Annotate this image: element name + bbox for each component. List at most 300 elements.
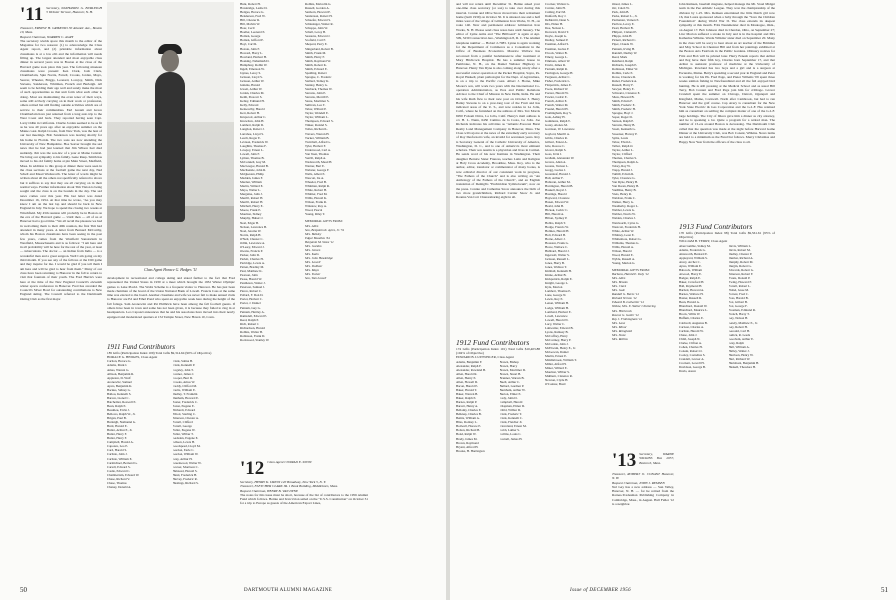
contributor-name: Sawyer, Henry E. bbox=[612, 86, 635, 91]
contributor-name: Winslow, Roy A. bbox=[305, 204, 327, 209]
contributor-name: Westcott, Frederick H. bbox=[612, 224, 641, 229]
contributor-name: Tuthill, Edwin R. bbox=[612, 171, 635, 176]
contributor-name: Allison, Benjamin R. bbox=[107, 371, 135, 376]
contributor-name: Appleyard, William S. bbox=[679, 255, 708, 260]
contributor-name: McGowan, Daniel bbox=[545, 350, 569, 355]
contributor-name: Hall, Arthur F. bbox=[545, 176, 564, 181]
class-1911-notes-continued bbox=[107, 276, 235, 336]
contributor-name: Hubbard, Harold J. bbox=[545, 248, 570, 253]
contributor-name: Brady, James M. bbox=[456, 436, 478, 441]
contributor-name: Ingell, Emerson W. bbox=[240, 66, 265, 71]
contributor-name: Stevens, Merrill E. bbox=[305, 95, 330, 100]
contributor-name: Eaton, Eugene E. bbox=[172, 403, 195, 408]
contributor-name: Sweetser, Harvey P. bbox=[612, 131, 638, 136]
contributor-name: Sanborn, Howard P. bbox=[305, 10, 331, 15]
contributor-name: Gay, Robert H. bbox=[728, 324, 748, 329]
contributor-name: Randall G. Burns '12 bbox=[612, 292, 640, 297]
contributor-name: Allen, Henry E. bbox=[456, 375, 477, 380]
contributor-name: Young, Marion G. bbox=[612, 261, 636, 265]
contributor-name: Martin, Willard E. bbox=[240, 184, 264, 189]
contributor-name: Hart, Richard W. bbox=[728, 356, 751, 361]
contributor-name: Mrs. Kahn bbox=[305, 251, 319, 256]
contributor-name: Reinhard, Ralph bbox=[612, 58, 633, 63]
contributor-name: Mrs. Lowell bbox=[305, 259, 321, 264]
contributor-name: Mrs. Rollins bbox=[612, 336, 628, 341]
contributor-name: Rich, Robert J. bbox=[240, 321, 260, 326]
contributor-name: Campbell, Harold bbox=[499, 400, 523, 405]
contributor-name: Russell, Gordon A. bbox=[305, 6, 330, 11]
contributor-name: Gadsden, Eugene E. bbox=[172, 436, 199, 441]
contributor-name: Farrell, George bbox=[172, 424, 192, 429]
contributor-name: Pollard, F. Don D. bbox=[240, 293, 264, 298]
contributor-name: Ayres, William E. bbox=[679, 263, 702, 268]
contributor-name: Robinson, Frank D. bbox=[240, 333, 266, 338]
contributor-name: Wheeler, Fred B. bbox=[305, 180, 327, 185]
contributor-name: Campbell, Harold A. bbox=[107, 440, 134, 445]
contributor-name: Adams, Mark I. bbox=[107, 363, 128, 368]
contributor-name: Stevens, John E. bbox=[305, 91, 327, 96]
contributor-name: Barrett, Henry A. bbox=[456, 404, 479, 409]
contributor-name: Aronowitz, Samuel bbox=[107, 379, 132, 384]
contributor-name: Emmons, Albert W. bbox=[545, 58, 571, 63]
contributor-name: Gray, Arthur H. bbox=[172, 456, 193, 461]
contributor-name: Foss, Harold B. bbox=[728, 296, 749, 301]
contributor-name: Smith, Robert K. bbox=[305, 62, 327, 67]
contributor-name: Randall, Dudley W. bbox=[612, 50, 638, 55]
contributor-name: Webber, Lewis G. bbox=[612, 208, 635, 213]
contributor-name: Brown, Raymond bbox=[456, 440, 479, 445]
contributor-name: Whittemore, Robert G. bbox=[612, 236, 642, 241]
class-year-1913: '13 bbox=[612, 452, 637, 471]
contributor-name: Dudley, T. Franklin bbox=[172, 391, 198, 396]
contributor-name: Fisher, Frederick L. bbox=[545, 78, 571, 83]
contributor-name: Lyman, Thomas B. bbox=[240, 155, 265, 160]
contributor-name: Whitman, Ralph R. bbox=[305, 184, 330, 189]
contributor-name: Ingersoll, Walter S. bbox=[545, 252, 570, 257]
contributor-name: Scofield, Carl F. bbox=[305, 38, 326, 43]
contributor-name: Collins, Louis C. bbox=[499, 432, 522, 437]
contributor-name: Caldwell, Augustus B. bbox=[679, 320, 708, 325]
contributor-name: Cartell, Edward S. bbox=[107, 464, 131, 469]
contributor-name: Krupscott, Arthur C. bbox=[240, 115, 267, 120]
contributor-name: Allen, Howell D. bbox=[456, 379, 478, 384]
treasurer-info: Treasurer, ERNEST H. GRIMOND 30 Atlantic Ave., Boston 10, Mass. bbox=[20, 26, 102, 35]
contributor-name: Hosking, Nehemiah D. bbox=[240, 58, 270, 63]
contributor-name: Hill, Malvin W. bbox=[240, 22, 261, 27]
class-notes-continued-text: development in recreational and college skiing and stated further to the fact that Fred represented the United States in 1930 at a meet which brought the 1932 Winter Olympic games to Lake Placid. The Waltz Scheme is a frequent visitor to Hanover. He has just been made chairman of the board of the Union National Bank of Lowell. Francis Cass at the same time was elected to the board. Another classmate and wife we never fail to make annual visits to Hanover are Ed and Ethel Pond who spent an enjoyable week here during the height of the fall foliage. Sam Aronowitz and Pat Philbrick have been among the fall football guests. If others have been in town and some has not been given, it is because they failed to ring in at headquarters. Leo Capozzi announces that he and his associates have moved into their newly equipped and modernized quarters at 152 Temple Street, New Haven 10, Conn. bbox=[107, 276, 235, 319]
contributor-name: Burton, Elmer E. bbox=[499, 391, 522, 396]
contributor-name: Davis, Aaron bbox=[679, 369, 696, 374]
contributor-name: Curtis, William E. bbox=[172, 387, 196, 392]
contributor-name: Larrabee, Lloyd S. bbox=[240, 131, 264, 136]
contributor-name: Rollins, Malcolm G. bbox=[305, 2, 332, 6]
fund-stats-1911: 185 Gifts (Participation Index 109) Total Gifts $9,314.64 (90% of Objective) bbox=[107, 351, 212, 355]
contributor-name: Jones, Harry B. bbox=[545, 261, 565, 265]
contributor-name: Buffum, Charles E. bbox=[679, 316, 704, 321]
contributor-name: Cady, John D. bbox=[499, 396, 518, 401]
contributor-name: Hunt, Robert H. bbox=[240, 2, 261, 6]
contributor-name: Orr, Caleb W. bbox=[612, 6, 630, 11]
contributor-name: Ehrhardt, Edward bbox=[172, 407, 196, 412]
contributor-name: Jackson, Russell L. bbox=[545, 256, 570, 261]
contributor-name: Edwards, Robert G. bbox=[728, 267, 754, 272]
contributor-name: Lovell, Lawrence bbox=[545, 313, 568, 318]
contributor-name: Glover, Ralph S. bbox=[545, 147, 567, 152]
contributor-name: Cooley, Cornelius S. bbox=[679, 352, 706, 357]
contributor-name: Williams, Thomas G. bbox=[612, 240, 640, 245]
contributor-name: Richard Vernon '12 bbox=[612, 296, 637, 301]
contributor-name: Hawkridge, Leslie D. bbox=[240, 6, 268, 11]
contributor-name: McQuesten, Philip bbox=[240, 171, 264, 176]
contributor-name: Rollins, Carle E. bbox=[612, 70, 634, 75]
contributor-name: Butler, Arthur P., Jr. bbox=[107, 428, 133, 433]
contributor-name: Jackson, Arthur W. bbox=[240, 78, 265, 83]
contributor-name: Thompson, Ralph A. bbox=[612, 159, 639, 164]
contributor-name: Soper, Roger D. bbox=[612, 115, 633, 120]
contributor-name: Frothingham, Roy S. bbox=[545, 111, 572, 116]
contributor-name: Ayers, Benjamin K. bbox=[107, 383, 133, 388]
contributor-name: Allen, Harold R. bbox=[456, 371, 478, 376]
contributor-name: Moulton, Sidney bbox=[240, 212, 262, 217]
contributor-name: Rubel, Frederick A. bbox=[612, 78, 638, 83]
contributor-name: McConnell, Guy M. bbox=[240, 159, 266, 164]
contributor-name: Tucker, William B. bbox=[305, 135, 330, 140]
contributor-name: Van Veen, Thomas bbox=[305, 151, 329, 156]
contributor-name: Verrill, Ralph A. bbox=[305, 155, 327, 160]
contributor-name: Chamberlain, Edward W. bbox=[107, 472, 140, 477]
contributor-name: Pearson, John bbox=[240, 273, 258, 278]
contributor-name: Bellows, Ralph W., Jr. bbox=[107, 412, 136, 417]
contributor-name: Horne, Albert J. bbox=[545, 236, 566, 241]
contributor-name: Whittier, Fred M. bbox=[305, 192, 328, 197]
contributor-name: Weatherby, Roger L. bbox=[612, 204, 639, 209]
contributor-name: Wentworth, Cyrus G. bbox=[612, 220, 640, 225]
contributor-name: Abercrombie, Sidney M. bbox=[679, 243, 711, 248]
contributor-name: French, Harry T. bbox=[728, 312, 750, 317]
contributor-name: Reed, Mark bbox=[612, 54, 628, 59]
contributor-name: Capozza, Leo E. bbox=[107, 444, 129, 449]
contributor-name: Jones, Wallace T. bbox=[545, 265, 568, 270]
contributor-name: Kelly, Edward bbox=[240, 103, 259, 108]
contributor-name: Pendleton, Walter J. bbox=[240, 281, 266, 286]
contributor-name: Young, Riley T. bbox=[305, 212, 326, 217]
contributor-name: McElwain, Henry E., Jr. bbox=[545, 345, 576, 350]
class-agent-1912-fund: EDWARD B. LUITWEILER, Class Agent bbox=[456, 355, 514, 360]
contributor-name: Piper, Claude W. bbox=[612, 42, 634, 47]
class-1912-text: The notes for this issue must be short, because of the list of contributors to the 1956 Alumni Fund which follows. Heinie and Ivan Urion sailed on the "U.S.S. Constitution" on October 31 for a trip to Europe as guests of the American Export Lines, bbox=[240, 492, 368, 506]
contributor-name: Shepard, Perry E. bbox=[305, 42, 328, 47]
class-agent-photo bbox=[107, 2, 234, 266]
contributor-name: Cutting, Earl M. bbox=[545, 10, 566, 15]
contributor-name: Van Dyne, Henry B. bbox=[612, 180, 638, 185]
contributor-name: Hilton, Sydney P. bbox=[545, 216, 568, 221]
contributor-name: Jaynes, Leroy S. bbox=[240, 70, 262, 75]
contributor-name: Cleveland, Ernest M. bbox=[499, 424, 527, 429]
contributor-name: Tinker, Roland S. bbox=[305, 123, 328, 128]
contributor-name: Fox, Gilbert B. bbox=[728, 300, 748, 305]
contributor-name: Murphy, Hubert J. bbox=[240, 216, 264, 221]
contributor-name: Mulhern, Clarence R. bbox=[545, 374, 573, 379]
contributor-name: Noel, Jerome W. bbox=[240, 228, 262, 233]
contributor-name: Backus, Sidney G. bbox=[107, 387, 131, 392]
contributor-name: Parlett, Charles H. bbox=[240, 256, 264, 261]
contributor-name: Blanchard, Maurice L. bbox=[679, 308, 708, 313]
left-page bbox=[0, 0, 446, 600]
contributor-name: Forrest, Fred C. bbox=[728, 292, 749, 297]
contributor-name: Slingerland, Robert B. bbox=[305, 46, 334, 51]
contributor-name: Fuller, Wilbur T. bbox=[172, 432, 194, 437]
contributor-name: Owens, Francis P. bbox=[240, 248, 263, 253]
contributor-name: Widow, Mrs. E. Walter Chickering bbox=[612, 304, 656, 309]
contributor-name: Jewett, Arthur W. bbox=[240, 86, 263, 91]
contributor-name: Crockett, Lowell H. bbox=[679, 360, 705, 365]
contributor-name: VanDine, Henry B. bbox=[612, 188, 637, 193]
contributor-name: Baker, Crawford H. bbox=[679, 280, 705, 285]
contributor-name: Ferguson, Arthur C. bbox=[545, 74, 571, 79]
contributor-name: Knight, George L. bbox=[545, 281, 569, 286]
contributor-name: Middlebrook, William T. bbox=[545, 358, 577, 363]
contributor-name: Putnam, Guy G. bbox=[240, 305, 261, 310]
contributor-name: Sprague, Hoyt J. bbox=[612, 111, 634, 116]
contributor-name: Hedges, Horace G. bbox=[240, 10, 265, 15]
contributor-name: Lowell, Harold N. bbox=[545, 317, 569, 322]
contributor-name: Wadsworth, Mead H. bbox=[305, 159, 333, 164]
contributor-name: Erwin, James R. bbox=[545, 62, 566, 67]
contributor-name: Adams, Frederick G. bbox=[679, 247, 706, 252]
contributor-name: Crandall, Grover A. bbox=[679, 356, 705, 361]
contributor-name: Merrill, Robert H. bbox=[240, 200, 264, 205]
contributor-name: Brown, Mortimer D. bbox=[499, 367, 526, 372]
contributor-name: Fitzpatrick, James E. bbox=[545, 82, 572, 87]
contributor-name: Smith, Frederic E. bbox=[612, 103, 636, 108]
memorial-gifts-title-1912: MEMORIAL GIFTS FROM: bbox=[612, 268, 650, 273]
contributor-name: Paul, Matthew K. bbox=[240, 269, 263, 274]
contributor-name: Beaulieu, Ervin J. bbox=[107, 407, 130, 412]
contributor-name: Hastings, Richard S. bbox=[172, 480, 199, 485]
contributor-name: Edgar Beaulieu '64 bbox=[305, 235, 330, 240]
contributor-name: Whitney, Leon E. bbox=[612, 232, 635, 237]
contributor-name: O'Neil, Chester C. bbox=[240, 236, 264, 241]
contributor-name: Taylor, William L. bbox=[305, 115, 329, 120]
contributor-name: Elcock, Walter B. bbox=[545, 50, 568, 55]
contributor-name: Burleigh, Nathaniel G. bbox=[107, 420, 137, 425]
contributor-name: Forster, Harold W. bbox=[545, 91, 569, 96]
page-number-left: 50 bbox=[20, 586, 27, 594]
contributor-name: Mrs. Gale bbox=[612, 288, 625, 293]
contributor-name: Webster, George F. bbox=[305, 167, 330, 172]
contributor-name: Lewis, Roy E. bbox=[545, 297, 564, 302]
contributor-name: Welden, Charles J. bbox=[612, 216, 636, 221]
contributor-name: Peterson, Samuel J. bbox=[240, 285, 265, 290]
contributor-name: Kirkpatrick, Ralph E. bbox=[545, 277, 573, 282]
contributor-name: Odlin, Lawrence A. bbox=[240, 240, 266, 245]
fund-stats-1913: 170 Gifts (Participation Index 98) Total Gifts $9,561.61 (95% of Objective) bbox=[679, 231, 775, 240]
contributor-name: Baker, Harold T. bbox=[456, 387, 478, 392]
contributor-name: Pearl, Herbert B. bbox=[612, 26, 634, 31]
contributor-name: Halley, Walter J. bbox=[728, 348, 750, 353]
contributor-name: Hastings, Harold bbox=[545, 192, 567, 197]
contributor-name: Babcock, William bbox=[679, 267, 703, 272]
class-agent-1912: Class Agent CONRAD E. SNOW bbox=[267, 460, 312, 464]
contributor-name: Pease, Harold W. bbox=[240, 277, 262, 282]
class-1912-heading bbox=[240, 460, 368, 478]
contributor-name: Bullard, Gardner P. bbox=[499, 383, 525, 388]
contributor-name: Clark, Kenneth P. bbox=[172, 363, 195, 368]
contributor-name: Jenkins, Harold bbox=[240, 82, 261, 87]
contributor-name: Reed, Ralph P. bbox=[240, 317, 259, 322]
contributor-name: Burtt, Harold E. bbox=[107, 424, 128, 429]
contributor-name: Mrs. Stone bbox=[612, 332, 626, 337]
contributor-name: Rollins, Walter B. bbox=[240, 329, 263, 334]
contributor-name: Smith, Edward E. bbox=[305, 66, 328, 71]
contributor-name: Jordan, Charles M. bbox=[240, 91, 265, 96]
contributor-name: Durgin, Robert G. bbox=[728, 263, 752, 268]
contributor-name: Mrs. Hitchcock bbox=[612, 308, 632, 313]
photo-caption: Class Agent Horace G. Hedges '11 bbox=[144, 268, 197, 272]
fund-1911-column bbox=[107, 340, 235, 580]
secretary-info: Secretary, NATHANIEL G. BURLEIGH 5 Webster Terrace, Hanover, N. H. bbox=[46, 6, 102, 15]
contributor-name: Mayo, Walter L. bbox=[240, 188, 261, 193]
contributor-name: Taylor, Clifford bbox=[612, 151, 632, 156]
contributor-name: Bolton, Richard B. bbox=[456, 428, 481, 433]
contributor-name: Carlson, Charles A. bbox=[679, 324, 704, 329]
contributor-name: Houston, Frank G. bbox=[545, 240, 569, 245]
contributor-name: Kenworthy, Harold bbox=[240, 107, 265, 112]
contributor-name: Child, Wilbur D. bbox=[499, 408, 521, 413]
contributor-name: Farrell, Robert L. bbox=[728, 284, 751, 289]
contributor-name: Cooper, Burt D. bbox=[172, 375, 193, 380]
contributor-name: Cornell, James H. bbox=[499, 436, 523, 441]
contributor-name: Atwood, Harry E. bbox=[679, 271, 702, 276]
contributor-name: Bodwell, Horace E. bbox=[456, 424, 482, 429]
contributor-name: Currier, John H. bbox=[545, 6, 566, 11]
contributor-name: Tabor, Willard P. bbox=[305, 107, 327, 112]
contributor-name: Dudley, Chester P. bbox=[728, 251, 753, 256]
contributor-name: Lovejoy, Ernest L. bbox=[240, 147, 264, 152]
contributor-name: Clark, Kenneth C. bbox=[499, 416, 523, 421]
contributors-1912-column-3 bbox=[612, 2, 674, 358]
contributor-name: Stevens, Henry B. bbox=[612, 123, 636, 128]
contributor-name: Richards, Joseph E. bbox=[612, 62, 638, 67]
contributor-name: Jackson, Lloyd S. bbox=[240, 74, 263, 79]
contributor-name: Lombard, Herbert E. bbox=[545, 309, 572, 314]
contributor-name: Schwartz, Clarence E. bbox=[612, 91, 641, 96]
contributor-name: Talbot, Ralph O. bbox=[612, 143, 634, 148]
contributor-name: Brooks, H. Harrington bbox=[456, 448, 485, 453]
contributor-name: Hill, Chester R. bbox=[240, 18, 261, 23]
contributor-name: Lucy, Walter C. bbox=[545, 321, 566, 326]
contributor-name: Gordon, William W. bbox=[172, 452, 199, 457]
contributor-name: Ewing, Howard F. bbox=[728, 280, 752, 285]
contributor-name: Hartshorn, Benjamin H. bbox=[728, 360, 760, 365]
contributor-name: Davidson, George B. bbox=[679, 365, 706, 370]
class-1911-heading bbox=[20, 6, 102, 24]
contributor-name: Travers, Warren H. bbox=[305, 131, 330, 136]
contributor-name: Schell, Leroy B. bbox=[305, 30, 326, 35]
contributor-name: Holmes, Harold H. bbox=[545, 228, 570, 233]
contributor-name: Neal, Edgar B. bbox=[240, 220, 259, 225]
contributor-name: Schaefer, Edward S. bbox=[305, 18, 331, 23]
contributor-name: Baker, Ralph E. bbox=[456, 396, 477, 401]
contributor-name: Brunner, Warren B. bbox=[499, 375, 525, 380]
contributor-name: Oneal, James L. bbox=[612, 2, 633, 6]
contributor-name: Alexander, Ralph F. bbox=[456, 363, 482, 368]
contributor-name: Mrs. Reinghold bbox=[612, 328, 632, 333]
contributor-name: MacKenzie, John R. bbox=[240, 167, 267, 172]
contributor-name: Baker, Warren B. bbox=[456, 391, 479, 396]
contributor-name: Mrs. Allen bbox=[612, 276, 626, 281]
contributor-name: Holden, Gifford P. bbox=[240, 38, 264, 43]
contributor-name: Wilson, Harold bbox=[612, 248, 632, 253]
contributor-name: Danforth, Roy J. bbox=[545, 14, 567, 19]
contributor-name: Brown, Bishop bbox=[499, 359, 519, 364]
contributor-name: Hand, Frederick H. bbox=[172, 472, 198, 477]
contributor-name: Lyons, Ramsay B. bbox=[545, 329, 569, 334]
contributor-name: Mitchell, Harry E. bbox=[240, 204, 264, 209]
contributor-name: MacGregor, Harold B. bbox=[240, 163, 269, 168]
contributor-name: Cheney, Donald A. bbox=[107, 484, 132, 489]
contributor-name: Willis, Harold K. bbox=[305, 196, 328, 201]
contributor-name: Putnam, Irving H. bbox=[612, 46, 636, 51]
contributor-name: Freeman, Edmund R. bbox=[728, 308, 756, 313]
contributor-name: Holt, Edward B. bbox=[545, 232, 566, 237]
treasurer-1913: Treasurer, ROBERT O. CONANT Hanover, N. H. bbox=[612, 472, 674, 481]
contributors-1912-list bbox=[456, 360, 540, 453]
contributor-name: Goodwin, Arthur E. bbox=[728, 336, 754, 341]
right-page bbox=[450, 0, 896, 600]
contributor-name: Bean, Harold A. bbox=[679, 300, 700, 305]
contributor-name: Starbuck, Thomas W. bbox=[305, 86, 333, 91]
contributor-name: Bellamy, Charles E. bbox=[456, 408, 482, 413]
contributor-name: Hoar, Cecil bbox=[240, 26, 255, 31]
contributor-name: Badger, Ralph E. bbox=[679, 275, 701, 280]
contributor-name: Gregg, Lucius J. bbox=[545, 167, 567, 172]
contributor-name: Leach, Roger E. bbox=[240, 135, 261, 140]
contributor-name: Wilson, Frank R. bbox=[305, 200, 327, 205]
contributor-name: Chapman, Elmer D. bbox=[499, 404, 525, 409]
contributor-name: Partlow, Leroy E. bbox=[612, 22, 635, 27]
contributor-name: Mrs. Clark bbox=[612, 284, 626, 289]
contributor-name: Smith, Frederic H. bbox=[612, 107, 636, 112]
contributor-name: Hickok, Cedric C. bbox=[545, 208, 569, 213]
contributor-name: Haskell, Royal J. bbox=[545, 188, 567, 193]
contributor-name: Lowell, John F. bbox=[240, 151, 260, 156]
contributor-name: Davis, William L. bbox=[728, 243, 752, 248]
contributor-name: Baxter, Russell R. bbox=[679, 296, 703, 301]
contributor-name: Emerson, Chester A. bbox=[172, 416, 199, 421]
contributor-name: Richardson, Harold bbox=[240, 325, 265, 330]
contributor-name: Levison, Frederick W. bbox=[240, 139, 269, 144]
contributor-name: Greene, Vernon L. bbox=[545, 163, 569, 168]
fund-title-1911: 1911 Fund Contributors bbox=[107, 343, 175, 351]
contributor-name: Avery, Archer C. bbox=[679, 259, 701, 264]
contributor-name: Grover, Morrison C. bbox=[172, 464, 199, 469]
contributor-name: Putnam, Hartley A. bbox=[240, 309, 265, 314]
contributor-name: Son, Tom Lowell bbox=[305, 276, 327, 281]
contributor-name: Carlisle, Harold W. bbox=[679, 328, 704, 333]
contributor-name: Philpott, Cleland E. bbox=[612, 30, 638, 35]
contributor-name: Garey, Alonzo M. bbox=[545, 123, 568, 128]
fund-stats-1912: 174 Gifts (Participation Index 101) Total Gifts $10,403.88 (104% of Objective) bbox=[456, 347, 540, 356]
contributor-name: Lambert, Ralph D. bbox=[240, 123, 264, 128]
contributor-name: Barbara, Harold E. Daly '12 bbox=[612, 272, 649, 277]
contributor-name: Mrs. Gordon bbox=[305, 243, 322, 248]
contributor-name: Minor, Willard E. bbox=[545, 366, 568, 371]
contributor-name: Kimball, Kenneth H. bbox=[545, 269, 572, 274]
contributor-name: Smith, Raymond W. bbox=[305, 58, 331, 63]
contributor-name: Ballou, Kenneth S. bbox=[107, 391, 132, 396]
contributor-name: Graves, Allen A. bbox=[545, 159, 567, 164]
